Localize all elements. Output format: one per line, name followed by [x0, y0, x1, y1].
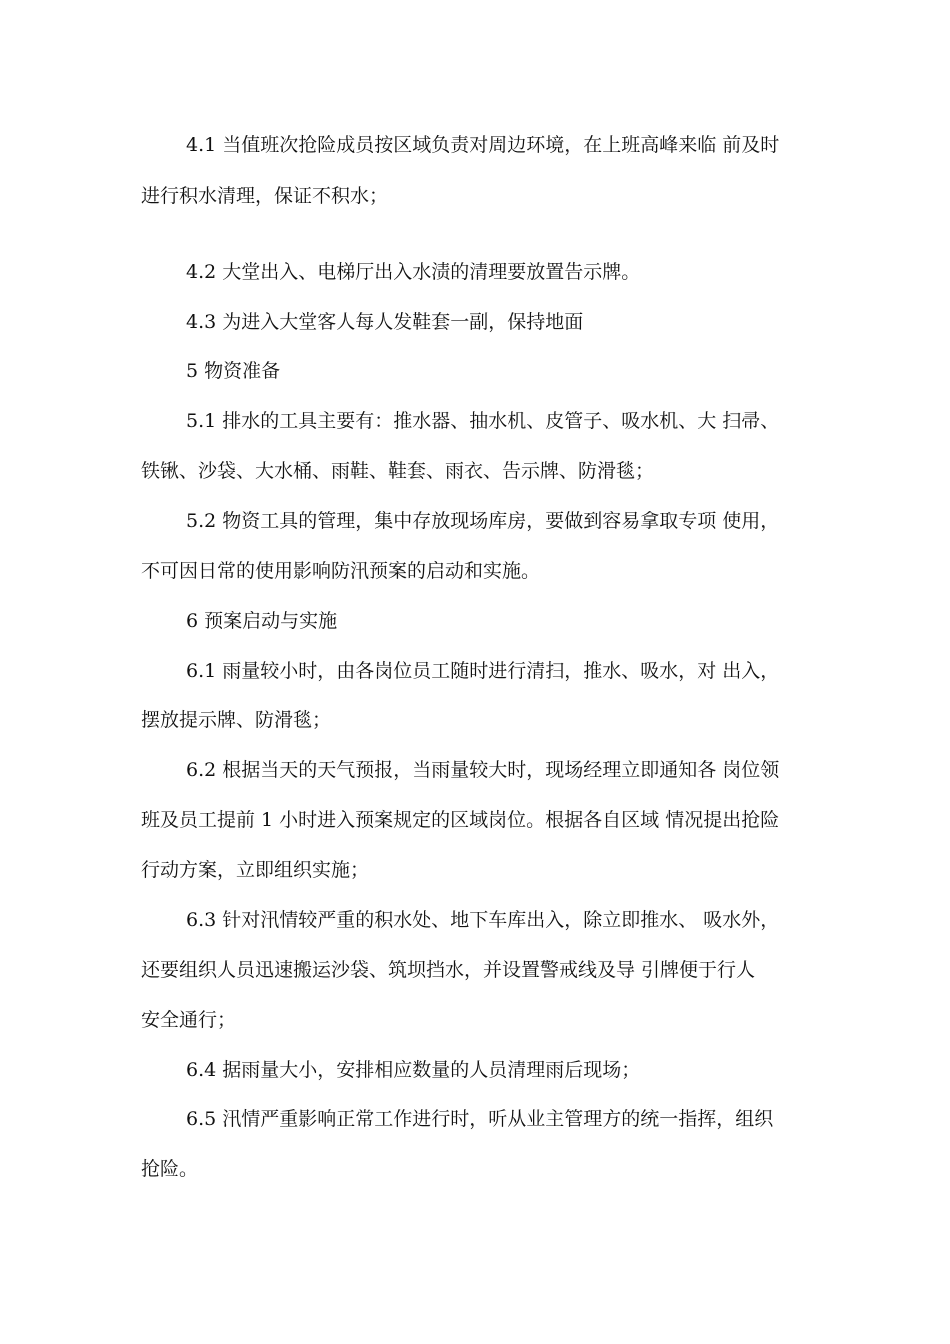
paragraph-6-5-line-2: 抢险。 — [141, 1158, 199, 1180]
paragraph-6-3-line-2: 还要组织人员迅速搬运沙袋、筑坝挡水，并设置警戒线及导 引牌便于行人 — [141, 959, 756, 981]
section-5-heading: 5 物资准备 — [186, 360, 281, 382]
paragraph-6-2-line-2: 班及员工提前 1 小时进入预案规定的区域岗位。根据各自区域 情况提出抢险 — [141, 809, 780, 831]
paragraph-6-3-line-1: 6.3 针对汛情较严重的积水处、地下车库出入，除立即推水、 吸水外， — [186, 909, 780, 931]
paragraph-4-2: 4.2 大堂出入、电梯厅出入水渍的清理要放置告示牌。 — [186, 261, 641, 283]
paragraph-6-4: 6.4 据雨量大小，安排相应数量的人员清理雨后现场； — [186, 1059, 641, 1081]
paragraph-6-5-line-1: 6.5 汛情严重影响正常工作进行时，听从业主管理方的统一指挥，组织 — [186, 1108, 774, 1130]
paragraph-6-3-line-3: 安全通行； — [141, 1009, 237, 1031]
paragraph-6-1-line-2: 摆放提示牌、防滑毯； — [141, 709, 332, 731]
paragraph-6-2-line-3: 行动方案，立即组织实施； — [141, 859, 370, 881]
paragraph-5-2-line-2: 不可因日常的使用影响防汛预案的启动和实施。 — [141, 560, 541, 582]
paragraph-5-1-line-2: 铁锹、沙袋、大水桶、雨鞋、鞋套、雨衣、告示牌、防滑毯； — [141, 460, 655, 482]
paragraph-5-2-line-1: 5.2 物资工具的管理，集中存放现场库房，要做到容易拿取专项 使用， — [186, 510, 780, 532]
paragraph-5-1-line-1: 5.1 排水的工具主要有：推水器、抽水机、皮管子、吸水机、大 扫帚、 — [186, 410, 780, 432]
paragraph-6-2-line-1: 6.2 根据当天的天气预报，当雨量较大时，现场经理立即通知各 岗位领 — [186, 759, 780, 781]
section-6-heading: 6 预案启动与实施 — [186, 610, 338, 632]
paragraph-4-1-line-2: 进行积水清理，保证不积水； — [141, 185, 389, 207]
paragraph-4-1-line-1: 4.1 当值班次抢险成员按区域负责对周边环境，在上班高峰来临 前及时 — [186, 134, 780, 156]
paragraph-6-1-line-1: 6.1 雨量较小时，由各岗位员工随时进行清扫，推水、吸水，对 出入， — [186, 660, 780, 682]
paragraph-4-3: 4.3 为进入大堂客人每人发鞋套一副，保持地面 — [186, 311, 584, 333]
